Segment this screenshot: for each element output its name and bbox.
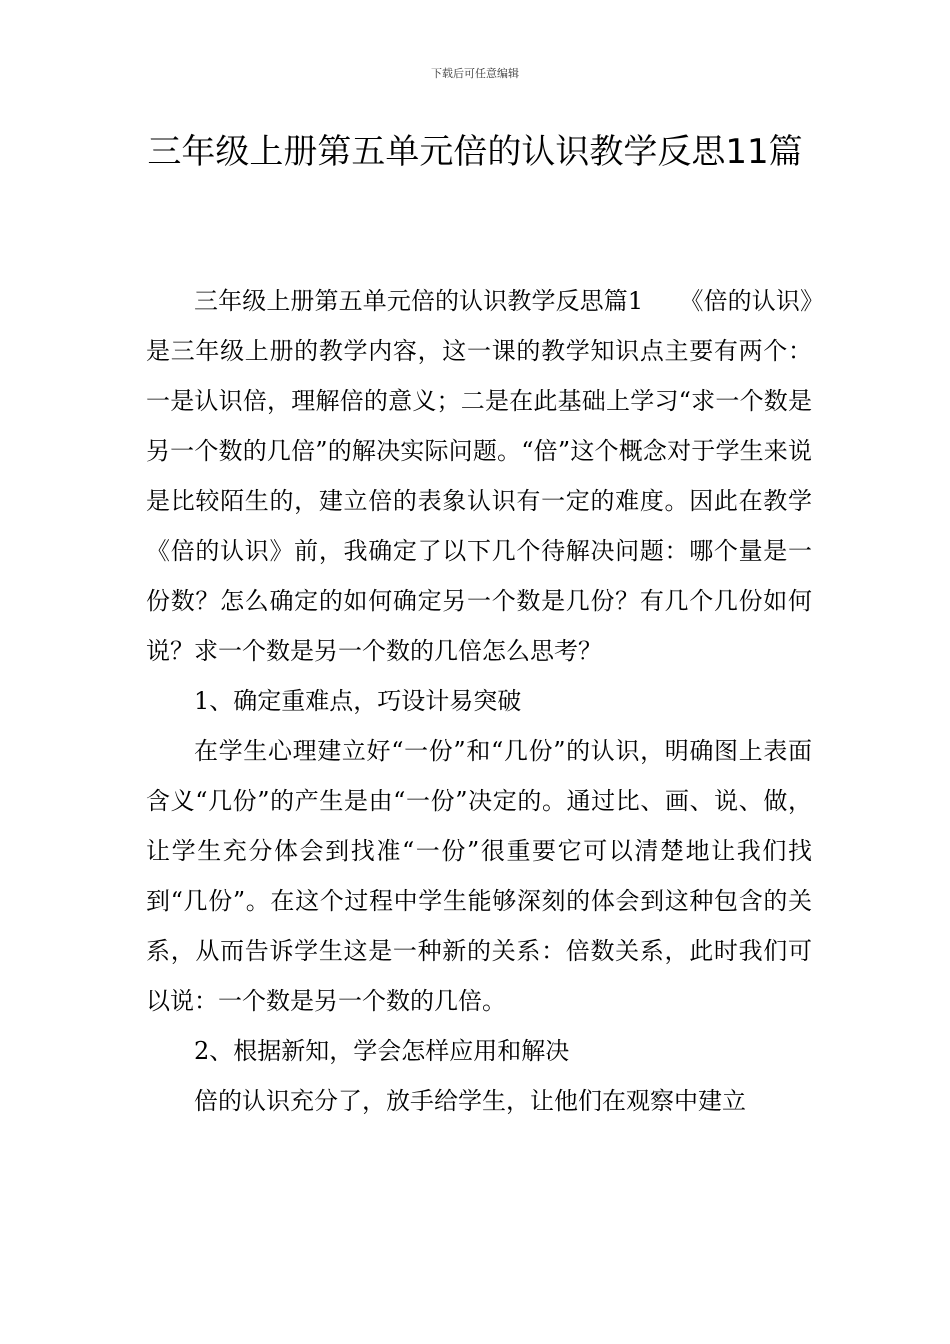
body-paragraph: 在学生心理建立好“一份”和“几份”的认识，明确图上表面含义“几份”的产生是由“一份”决定的。通过比、画、说、做，让学生充分体会到找准“一份”很重要它可以清楚地让我们找到“几份”。在这个过程中学生能够深刻的体会到这种包含的关系，从而告诉学生这是一种新的关系：倍数关系，此时我们可以说：一个数是另一个数的几倍。 [146,737,812,1015]
document-title: 三年级上册第五单元倍的认识教学反思11篇 [147,132,803,172]
section-heading: 2、根据新知，学会怎样应用和解决 [194,1037,570,1065]
body-paragraph: 三年级上册第五单元倍的认识教学反思篇1 《倍的认识》是三年级上册的教学内容，这一课的教学知识点主要有两个：一是认识倍，理解倍的意义；二是在此基础上学习“求一个数是另一个数的几倍”的解决实际问题。“倍”这个概念对于学生来说是比较陌生的，建立倍的表象认识有一定的难度。因此在教学《倍的认识》前，我确定了以下几个待解决问题：哪个量是一份数？怎么确定的如何确定另一个数是几份？有几个几份如何说？求一个数是另一个数的几倍怎么思考？ [146,287,812,665]
section-heading: 1、确定重难点，巧设计易突破 [194,687,522,715]
body-paragraph: 倍的认识充分了，放手给学生，让他们在观察中建立 [194,1087,746,1115]
document-body [146,276,812,1126]
header-note: 下载后可任意编辑 [431,67,519,80]
